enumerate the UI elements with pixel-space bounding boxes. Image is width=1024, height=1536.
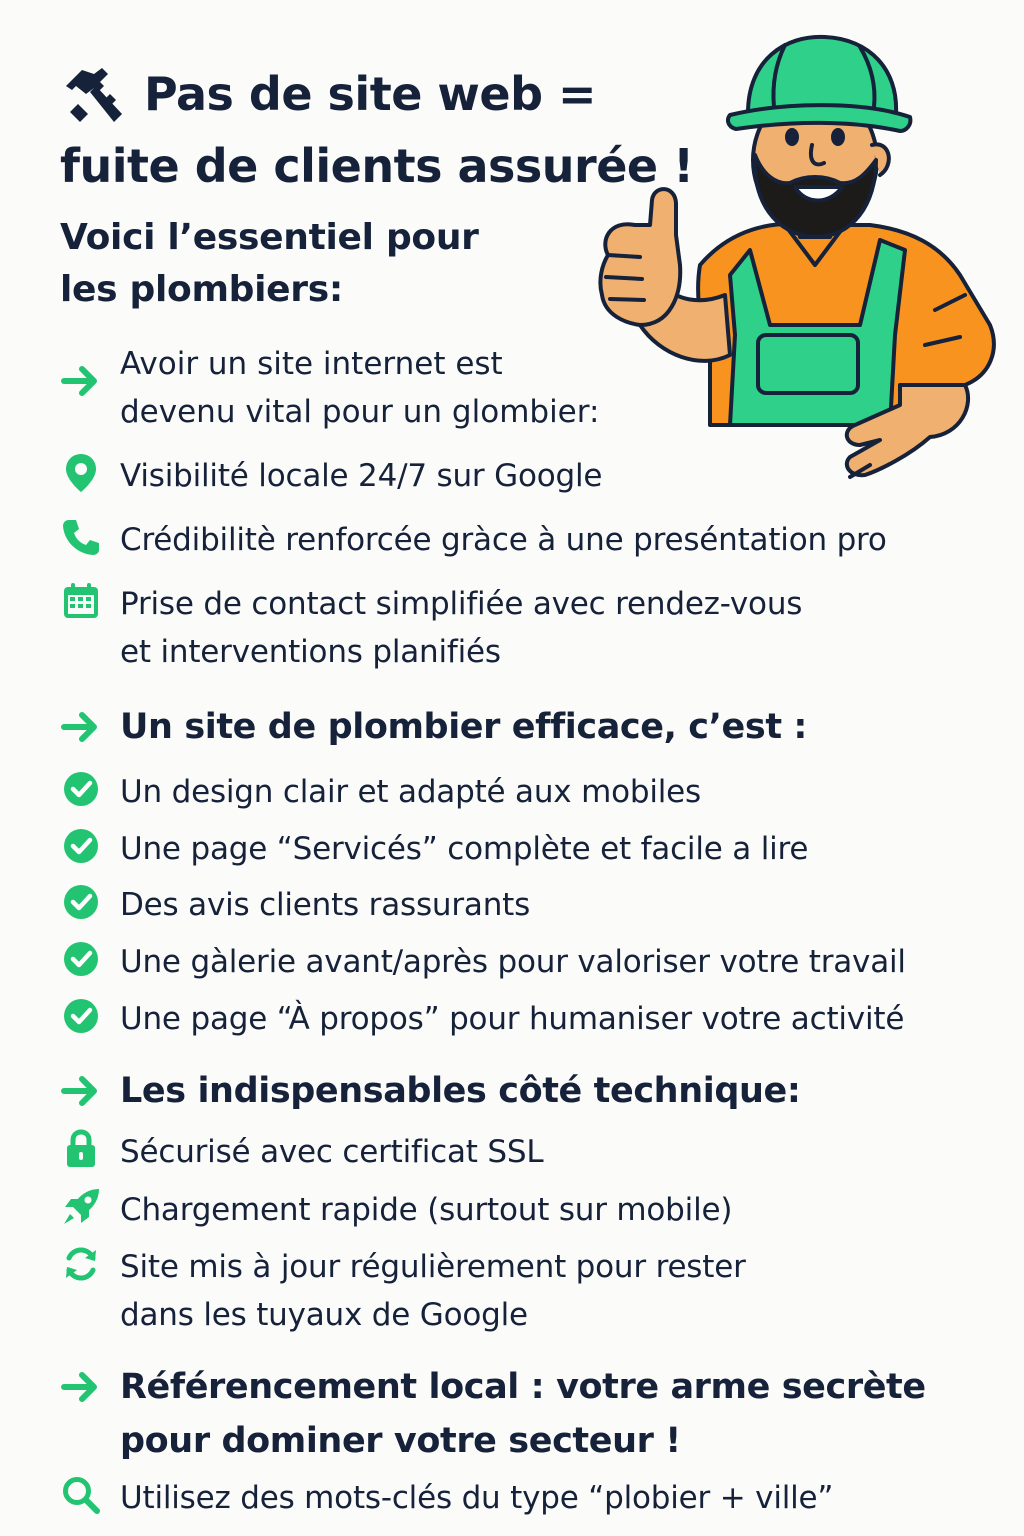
checklist-text: Une page “À propos” pour humaniser votre activité xyxy=(120,1001,905,1037)
check-circle-icon xyxy=(60,825,102,867)
hammer-wrench-icon xyxy=(60,64,126,124)
section-heading-local xyxy=(60,1360,926,1468)
search-icon xyxy=(60,1474,102,1516)
intro-block xyxy=(60,340,660,436)
section-heading-technique xyxy=(60,1064,800,1118)
tech-text: Chargement rapide (surtout sur mobile) xyxy=(120,1192,733,1228)
lock-icon xyxy=(60,1128,102,1170)
checklist-item xyxy=(60,938,906,986)
local-item xyxy=(60,1474,833,1522)
tech-item xyxy=(60,1186,732,1234)
checklist-item xyxy=(60,995,904,1043)
checklist-text: Un design clair et adapté aux mobiles xyxy=(120,774,701,810)
title-line-2: fuite de clients assurée ! xyxy=(60,139,694,193)
tech-text: Site mis à jour régulièrement pour rester xyxy=(120,1249,746,1285)
check-circle-icon xyxy=(60,995,102,1037)
arrow-right-icon xyxy=(60,1070,102,1112)
section-title: Les indispensables côté technique: xyxy=(120,1071,801,1111)
title-line-1: Pas de site web = xyxy=(144,67,597,121)
tech-text: dans les tuyaux de Google xyxy=(120,1297,528,1333)
checklist-text: Des avis clients rassurants xyxy=(120,887,531,923)
benefit-item xyxy=(60,580,802,676)
checklist-item xyxy=(60,768,701,816)
checklist-item xyxy=(60,881,530,929)
benefit-text: et interventions planifiés xyxy=(120,634,501,670)
section-title: Un site de plombier efficace, c’est : xyxy=(120,707,808,747)
section-title: Référencement local : votre arme secrète xyxy=(120,1367,926,1407)
checklist-text: Une gàlerie avant/après pour valoriser votre travail xyxy=(120,944,906,980)
section-title: pour dominer votre secteur ! xyxy=(120,1421,681,1461)
benefit-item xyxy=(60,452,602,500)
calendar-icon xyxy=(60,580,102,622)
rocket-icon xyxy=(60,1186,102,1228)
benefit-text: Crédibilitè renforcée gràce à une preséntation pro xyxy=(120,522,887,558)
arrow-right-icon xyxy=(60,1366,102,1408)
checklist-item xyxy=(60,825,808,873)
benefit-text: Visibilité locale 24/7 sur Google xyxy=(120,458,603,494)
intro-line-1: Avoir un site internet est xyxy=(120,346,503,382)
benefit-item xyxy=(60,516,887,564)
check-circle-icon xyxy=(60,768,102,810)
tech-item xyxy=(60,1243,746,1339)
phone-icon xyxy=(60,516,102,558)
local-text: Utilisez des mots-clés du type “plobier + ville” xyxy=(120,1480,834,1516)
check-circle-icon xyxy=(60,881,102,923)
subtitle xyxy=(60,212,530,316)
check-circle-icon xyxy=(60,938,102,980)
intro-line-2: devenu vital pour un glombier: xyxy=(120,394,600,430)
arrow-right-icon xyxy=(60,360,102,402)
checklist-text: Une page “Servicés” complète et facile a lire xyxy=(120,831,809,867)
benefit-text: Prise de contact simplifiée avec rendez-vous xyxy=(120,586,803,622)
section-heading-efficace xyxy=(60,700,807,754)
arrow-right-icon xyxy=(60,706,102,748)
plumber-illustration xyxy=(580,25,1010,495)
tech-item xyxy=(60,1128,543,1176)
refresh-icon xyxy=(60,1243,102,1285)
subtitle-line-1: Voici l’essentiel pour xyxy=(60,217,479,258)
location-pin-icon xyxy=(60,452,102,494)
tech-text: Sécurisé avec certificat SSL xyxy=(120,1134,544,1170)
subtitle-line-2: les plombiers: xyxy=(60,269,343,310)
